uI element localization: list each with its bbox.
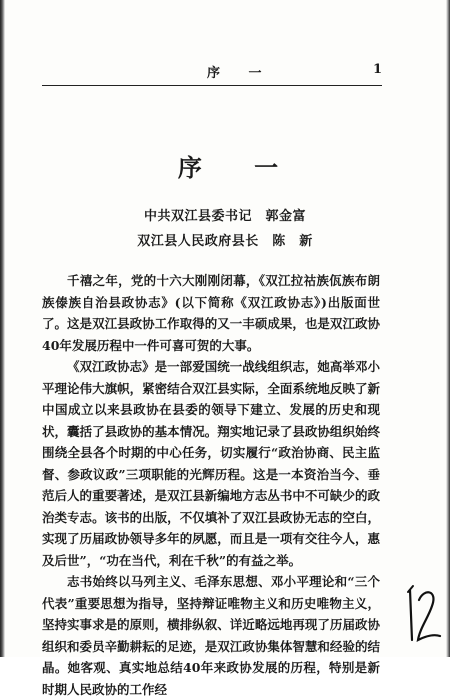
handwritten-page-mark	[402, 578, 442, 648]
paragraph: 《双江政协志》是一部爱国统一战线组织志，她高举邓小平理论伟大旗帜，紧密结合双江县实际，全面系统地反映了新中国成立以来县政协在县委的领导下建立、发展的历史和现状，囊括了县政协的基本情况。翔实地记录了县政协组织始终围绕全县各个时期的中心任务，切实履行“政治协商、民主监督、参政议政”三项职能的光辉历程。这是一本资治当今、垂范后人的重要著述，是双江县新编地方志丛书中不可缺少的政治类专志。该书的出版，不仅填补了双江县政协无志的空白，实现了历届政协领导多年的夙愿，而且是一项有交往今人，惠及后世”，“功在当代，利在千秋”的有益之举。	[42, 359, 380, 568]
page-right-edge-shadow	[446, 0, 450, 657]
running-head	[42, 62, 382, 82]
running-head-title: 序 一	[207, 66, 274, 81]
header-rule	[42, 85, 382, 86]
author-line-party-secretary: 中共双江县委书记 郭金富	[143, 209, 306, 224]
paragraph: 千禧之年，党的十六大刚刚闭幕，《双江拉祜族佤族布朗族傣族自治县政协志》(以下简称《双江政协志》)出版面世了。这是双江县政协工作取得的又一丰硕成果，也是双江政协40年发展历程中一件可喜可贺的大事。	[42, 273, 380, 353]
body-text	[42, 270, 380, 700]
chapter-title: 序 一	[177, 153, 301, 182]
author-line-county-head: 双江县人民政府县长 陈 新	[137, 234, 313, 249]
paragraph: 志书始终以马列主义、毛泽东思想、邓小平理论和“三个代表”重要思想为指导，坚持辩证唯物主义和历史唯物主义，坚持实事求是的原则，横排纵叙、详近略远地再现了历届政协组织和委员辛勤耕耘的足迹，是双江政协集体智慧和经验的结晶。她客观、真实地总结40年来政协发展的历程，特别是新时期人民政协的工作经	[42, 574, 380, 697]
page-number: 1	[372, 62, 382, 77]
page-left-edge-shadow	[0, 0, 5, 657]
